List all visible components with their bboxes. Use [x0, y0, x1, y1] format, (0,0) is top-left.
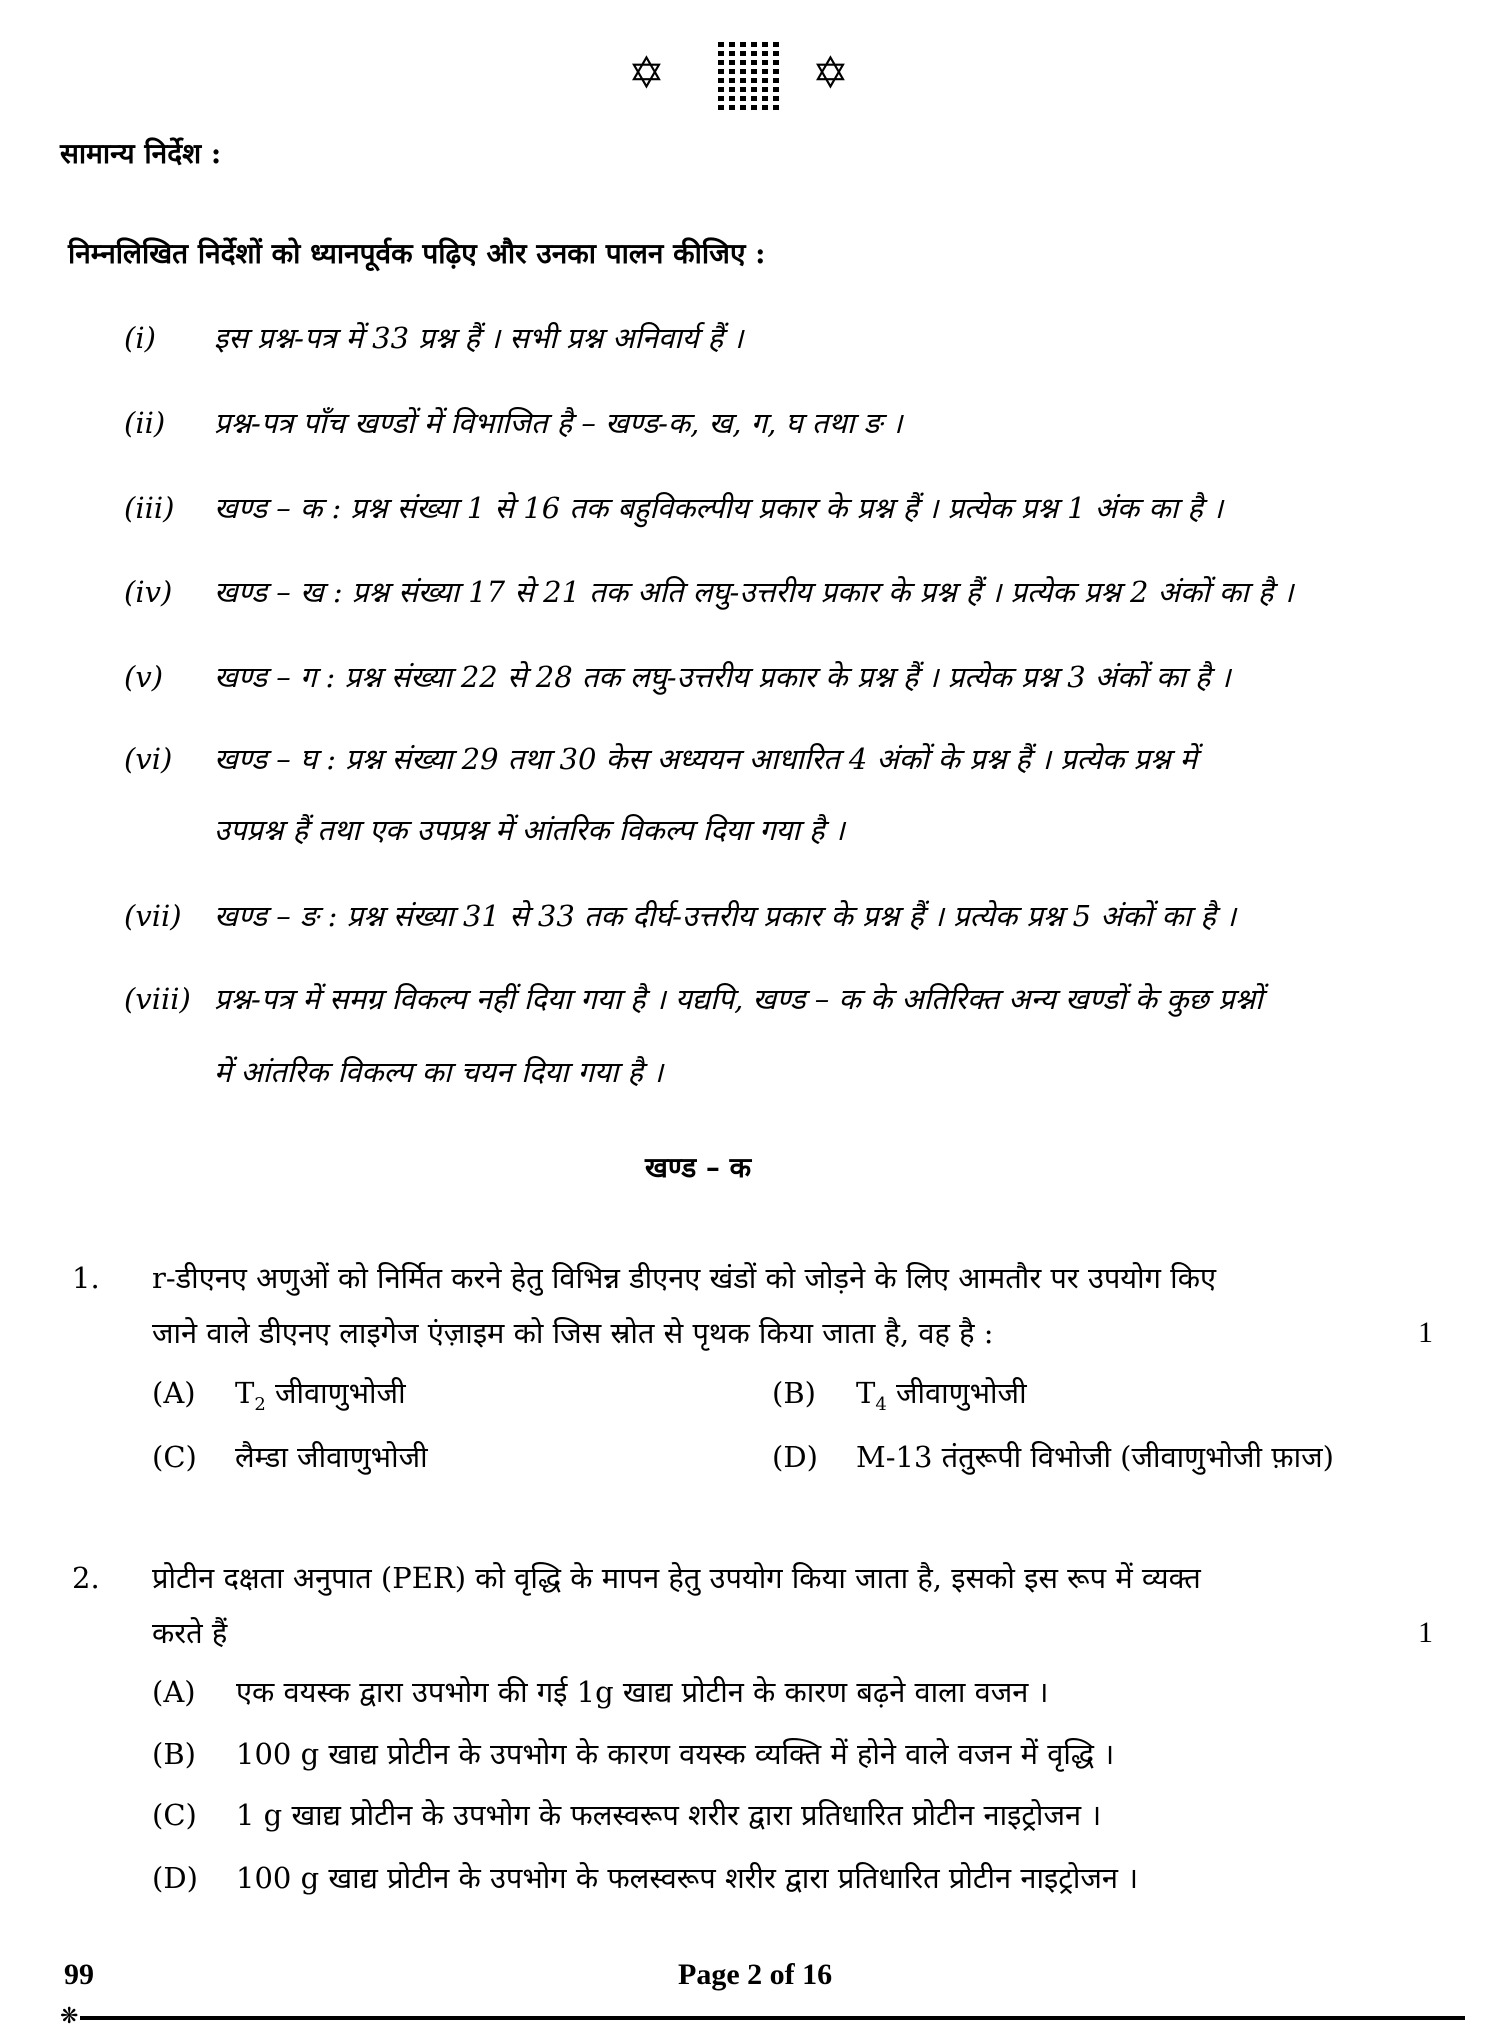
- instruction-text: में आंतरिक विकल्प का चयन दिया गया है ।: [214, 1055, 664, 1089]
- question-text: करते हैं: [152, 1616, 228, 1650]
- question-marks: 1: [1418, 1616, 1433, 1649]
- option-label: (B): [772, 1376, 816, 1410]
- question-number: 2.: [72, 1561, 100, 1595]
- option-label: (C): [152, 1440, 197, 1474]
- question-number: 1.: [72, 1261, 100, 1295]
- question-text: r-डीएनए अणुओं को निर्मित करने हेतु विभिन्न डीएनए खंडों को जोड़ने के लिए आमतौर पर उपयोग किए: [152, 1261, 1217, 1295]
- option-text: $T_4$ जीवाणुभोजी: [856, 1376, 1027, 1415]
- qr-code: [718, 40, 780, 110]
- option-text: लैम्डा जीवाणुभोजी: [235, 1440, 428, 1474]
- option-label: (D): [152, 1861, 198, 1895]
- paper-code: 99: [64, 1958, 94, 1991]
- star-of-david-icon: ✡: [812, 48, 849, 99]
- instruction-text: खण्ड – घ : प्रश्न संख्या 29 तथा 30 केस अध्ययन आधारित 4 अंकों के प्रश्न हैं । प्रत्येक प्रश्न में: [214, 742, 1198, 776]
- instruction-num: (i): [124, 321, 156, 355]
- instruction-text: खण्ड – क : प्रश्न संख्या 1 से 16 तक बहुविकल्पीय प्रकार के प्रश्न हैं । प्रत्येक प्रश्न 1 अंक का है ।: [214, 491, 1223, 525]
- instruction-num: (iii): [124, 491, 175, 525]
- option-label: (C): [152, 1798, 197, 1832]
- instruction-num: (iv): [124, 575, 173, 609]
- instruction-num: (vi): [124, 742, 173, 776]
- instruction-text: प्रश्न-पत्र पाँच खण्डों में विभाजित है – खण्ड-क, ख, ग, घ तथा ङ ।: [214, 406, 903, 440]
- general-instructions-title: सामान्य निर्देश :: [60, 137, 222, 170]
- option-label: (D): [772, 1440, 818, 1474]
- instruction-text: इस प्रश्न-पत्र में 33 प्रश्न हैं । सभी प्रश्न अनिवार्य हैं ।: [214, 321, 744, 355]
- option-label: (A): [152, 1675, 196, 1709]
- option-label: (B): [152, 1737, 196, 1771]
- question-text: जाने वाले डीएनए लाइगेज एंज़ाइम को जिस स्रोत से पृथक किया जाता है, वह है :: [152, 1316, 994, 1350]
- option-text: 100 g खाद्य प्रोटीन के उपभोग के कारण वयस्क व्यक्ति में होने वाले वजन में वृद्धि ।: [236, 1737, 1115, 1771]
- option-text: 1 g खाद्य प्रोटीन के उपभोग के फलस्वरूप शरीर द्वारा प्रतिधारित प्रोटीन नाइट्रोजन ।: [236, 1798, 1102, 1832]
- instruction-text: उपप्रश्न हैं तथा एक उपप्रश्न में आंतरिक विकल्प दिया गया है ।: [214, 813, 845, 847]
- page-number: Page 2 of 16: [678, 1958, 833, 1991]
- instruction-num: (ii): [124, 406, 166, 440]
- instruction-num: (viii): [124, 982, 191, 1016]
- option-text: $T_2$ जीवाणुभोजी: [235, 1376, 406, 1415]
- instruction-text: खण्ड – ग : प्रश्न संख्या 22 से 28 तक लघु-उत्तरीय प्रकार के प्रश्न हैं । प्रत्येक प्रश्न 3 अंकों का है ।: [214, 660, 1231, 694]
- option-label: (A): [152, 1376, 196, 1410]
- instruction-text: खण्ड – ङ : प्रश्न संख्या 31 से 33 तक दीर्घ-उत्तरीय प्रकार के प्रश्न हैं । प्रत्येक प्रश्न 5 अंकों का है ।: [214, 899, 1237, 933]
- option-text: M-13 तंतुरूपी विभोजी (जीवाणुभोजी फ़ाज): [856, 1440, 1334, 1474]
- option-text: एक वयस्क द्वारा उपभोग की गई 1g खाद्य प्रोटीन के कारण बढ़ने वाला वजन ।: [236, 1675, 1049, 1709]
- instruction-num: (v): [124, 660, 164, 694]
- instruction-text: खण्ड – ख : प्रश्न संख्या 17 से 21 तक अति लघु-उत्तरीय प्रकार के प्रश्न हैं । प्रत्येक प्रश्न 2 अंकों का है ।: [214, 575, 1294, 609]
- instruction-text: प्रश्न-पत्र में समग्र विकल्प नहीं दिया गया है । यद्यपि, खण्ड – क के अतिरिक्त अन्य खण्डों के कुछ प्रश्नों: [214, 982, 1263, 1016]
- section-title: खण्ड – क: [645, 1151, 752, 1184]
- star-of-david-icon: ✡: [628, 48, 665, 99]
- footer-rule: [80, 2016, 1465, 2020]
- option-text: 100 g खाद्य प्रोटीन के उपभोग के फलस्वरूप शरीर द्वारा प्रतिधारित प्रोटीन नाइट्रोजन ।: [236, 1861, 1139, 1895]
- instruction-num: (vii): [124, 899, 182, 933]
- flower-ornament-icon: ❋: [60, 2004, 79, 2029]
- question-marks: 1: [1418, 1316, 1433, 1349]
- question-text: प्रोटीन दक्षता अनुपात (PER) को वृद्धि के मापन हेतु उपयोग किया जाता है, इसको इस रूप में व्यक्त: [152, 1561, 1201, 1595]
- instructions-intro: निम्नलिखित निर्देशों को ध्यानपूर्वक पढ़िए और उनका पालन कीजिए :: [68, 237, 766, 270]
